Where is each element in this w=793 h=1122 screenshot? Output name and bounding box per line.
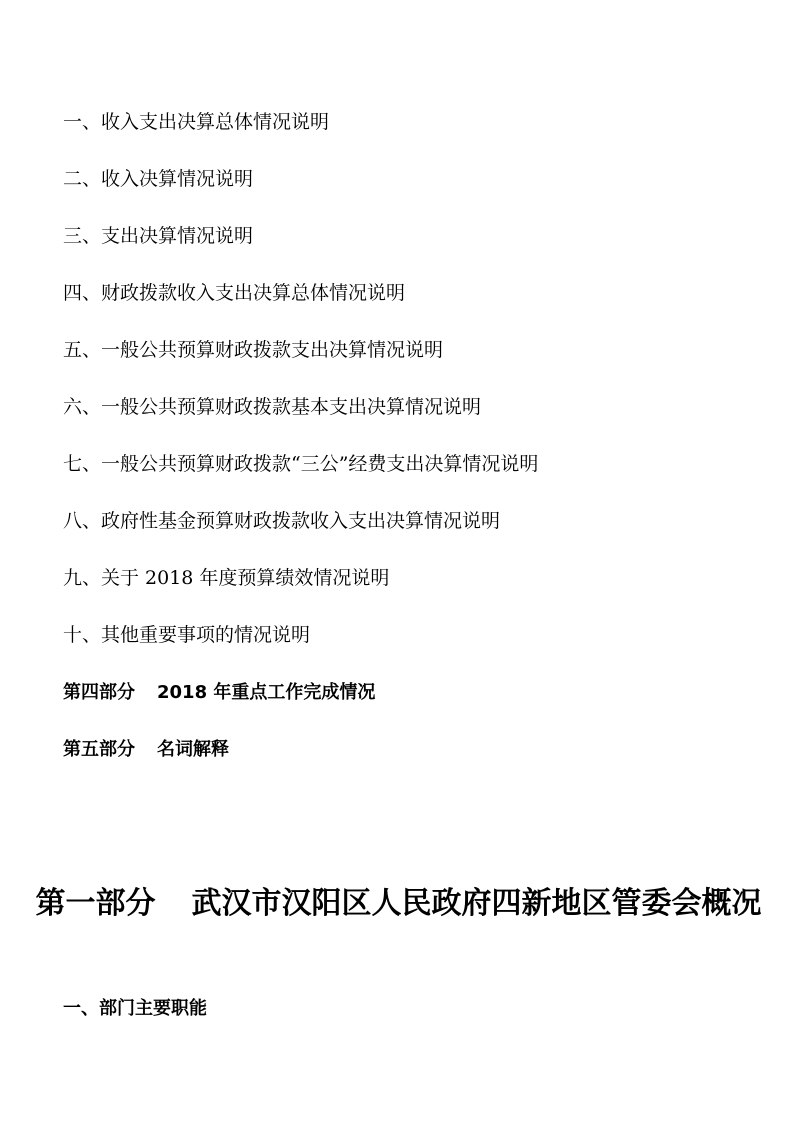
toc-item-9: 九、关于 2018 年度预算绩效情况说明 bbox=[63, 567, 390, 589]
toc-part-5 bbox=[63, 738, 229, 762]
toc-item-6: 六、一般公共预算财政拨款基本支出决算情况说明 bbox=[63, 396, 482, 418]
toc-part-5-title: 名词解释 bbox=[157, 739, 229, 760]
toc-item-10: 十、其他重要事项的情况说明 bbox=[63, 624, 311, 646]
section-heading bbox=[26, 882, 771, 926]
toc-part-4-label: 第四部分 bbox=[63, 682, 135, 703]
toc-item-1: 一、收入支出决算总体情况说明 bbox=[63, 111, 330, 133]
toc-item-8: 八、政府性基金预算财政拨款收入支出决算情况说明 bbox=[63, 510, 501, 532]
toc-part-4 bbox=[63, 681, 375, 705]
toc-item-5: 五、一般公共预算财政拨款支出决算情况说明 bbox=[63, 339, 444, 361]
section-title-text: 武汉市汉阳区人民政府四新地区管委会概况 bbox=[191, 886, 762, 921]
toc-item-2: 二、收入决算情况说明 bbox=[63, 168, 254, 190]
sub-heading: 一、部门主要职能 bbox=[63, 998, 207, 1019]
toc-part-4-title: 2018 年重点工作完成情况 bbox=[157, 682, 376, 703]
toc-item-7: 七、一般公共预算财政拨款“三公”经费支出决算情况说明 bbox=[63, 453, 539, 475]
toc-item-4: 四、财政拨款收入支出决算总体情况说明 bbox=[63, 282, 406, 304]
toc-item-3: 三、支出决算情况说明 bbox=[63, 225, 254, 247]
toc-part-5-label: 第五部分 bbox=[63, 739, 135, 760]
section-label: 第一部分 bbox=[35, 886, 156, 921]
